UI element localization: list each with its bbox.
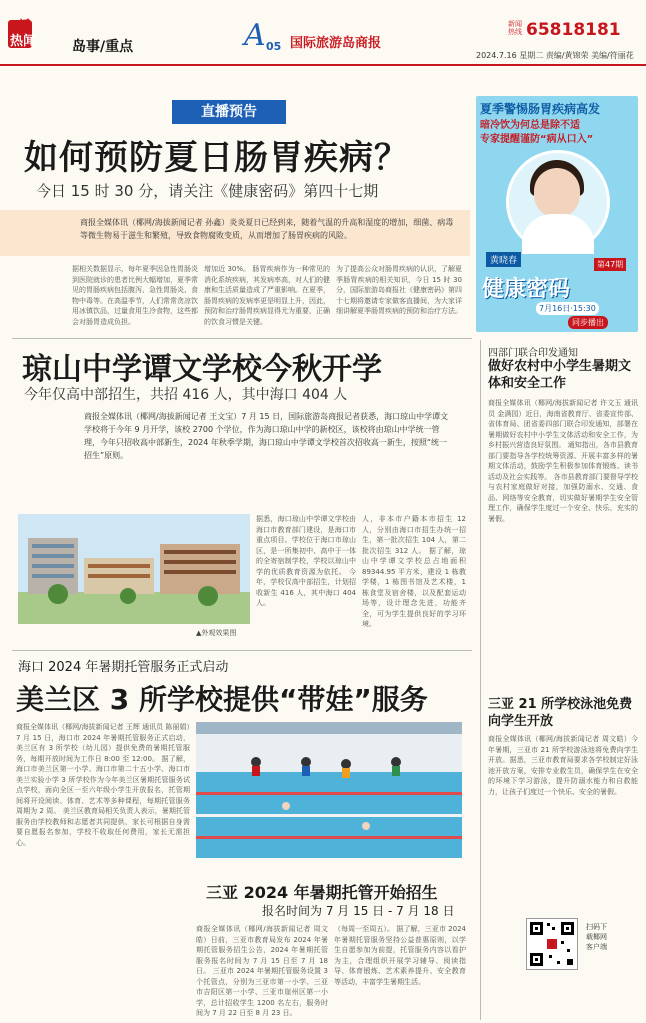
story2-headline: 琼山中学谭文学校今秋开学 (22, 352, 382, 387)
story4-subtitle: 报名时间为 7 月 15 日 - 7 月 18 日 (262, 904, 455, 918)
hotline-number: 65818181 (526, 20, 621, 40)
column-divider (480, 340, 481, 1020)
editor: 责编/黄锦荣 (545, 51, 589, 60)
story2-lead: 商报全媒体讯（椰网/海拔新闻记者 王文宝）7 月 15 日，国际旅游岛商报记者获悉，海口琼山中学谭文学校将于今年 9 月开学，该校 2700 个学位，作为海口琼山中学的新校区，该校将由琼山中学统一管理，今年只招收高中部新生，2024 年秋季学期，海口琼山中学谭文学校首次招收高一新生，按照“统一招生”原则。 (84, 412, 449, 460)
hotline-label: 新闻热线 (508, 20, 522, 36)
story3-column-1: 商报全媒体讯（椰网/海拔新闻记者 王辉 通讯员 陈丽娟）7 月 15 日，海口市 2024 年暑期托管服务正式启动，美兰区有 3 所学校（幼儿园）提供免费的暑期托管服务，每期开放时间为工作日 8:00 至 12:00。 据了解，海口市美兰区第一小学、海口市第二十五小学、海口市美兰实验小学 3 所学校作为今年美兰区暑期托管服务试点学校，面向全区一至六年级小学生开放报名，托管期间将开设阅读、体育、艺术等多种课程，每期托管服务周期为 2 周。 美兰区教育局相关负责人表示，暑期托管服务由学校教师和志愿者共同提供，家长可根据自身需要自愿报名参加，学校不收取任何费用，家长无需担心。 (16, 723, 190, 847)
issue-date: 2024.7.16 (476, 51, 517, 60)
section-divider (12, 338, 472, 339)
doctor-portrait-coat (522, 214, 594, 254)
story3-headline: 美兰区 3 所学校提供“带娃”服务 (16, 683, 428, 716)
doctor-name: 黄晓春 (486, 252, 521, 267)
right-news-headline: 做好农村中小学生暑期文体和安全工作 (488, 359, 632, 391)
logo-text-top: 新 (18, 18, 31, 32)
story1-subtitle: 今日 15 时 30 分，请关注《健康密码》第四十七期 (36, 182, 379, 200)
right-news-kicker: 四部门联合印发通知 (488, 348, 578, 359)
swimming-pool-photo (196, 722, 462, 858)
masthead (0, 0, 646, 66)
page-letter: A (244, 18, 266, 53)
story4-headline: 三亚 2024 年暑期托管开始招生 (206, 883, 438, 902)
school-rendering-photo (18, 514, 250, 624)
issue-meta (476, 50, 634, 61)
promo-subheadline-2: 专家提醒谨防“病从口入” (480, 134, 594, 145)
designer: 美编/符丽花 (591, 51, 634, 60)
right-news-2-headline: 三亚 21 所学校泳池免费向学生开放 (488, 697, 633, 729)
section-logo (8, 14, 52, 54)
story2-column-1: 据悉，海口琼山中学谭文学校由海口市教育部门建设，是海口市重点项目。学校位于海口市琼山区，是一所集初中、高中于一体的全寄宿制学校，学校以琼山中学的优质教育资源为依托。 今年，学校仅高中部招生，计划招收新生 416 人，其中海口 404 人。 (256, 515, 356, 607)
episode-badge: 第47期 (594, 258, 626, 271)
section-divider-2 (12, 650, 472, 651)
story1-headline: 如何预防夏日肠胃疾病？ (24, 138, 409, 178)
right-news-2-body: 商报全媒体讯（椰网/海拔新闻记者 周文皓）今年暑期，三亚市 21 所学校游泳池将免费向学生开放。据悉，三亚市教育局要求各学校制定好泳池开放方案，安排专业救生员，确保学生在安全的环境下学习游泳，提升防溺水能力和自救能力，让孩子们度过一个快乐、安全的暑假。 (488, 735, 638, 796)
story4-column-2: （每周一至周五）。 据了解，三亚市 2024 年暑期托管服务坚持公益普惠原则，以学生自愿参加为前提，托管服务内容以看护为主，合理组织开展学习辅导、阅读指导、体育锻炼、艺术素养提升、安全教育等活动，丰富学生暑期生活。 (334, 925, 466, 986)
story1-column-2: 增加近 30%。 肠胃疾病作为一种常见的消化系统疾病，其发病率高，对人们的健康和生活质量造成了严重影响。在夏季，肠胃疾病的发病率更是明显上升，因此，预防和治疗肠胃疾病显得尤为重要，正确的饮食习惯是关键。 (204, 265, 330, 326)
school-rendering-illustration (18, 514, 250, 624)
paper-name: 国际旅游岛商报 (290, 36, 382, 51)
doctor-portrait-face (534, 168, 580, 218)
story1-lead: 商报全媒体讯（椰网/海拔新闻记者 孙鑫）炎炎夏日已经到来，随着气温的升高和湿度的增加，细菌、病毒等微生物易于滋生和繁殖，导致食物腐败变质，从而增加了肠胃疾病的风险。 (80, 218, 454, 240)
photo-caption: ▲外观效果图 (196, 629, 237, 637)
story3-kicker: 海口 2024 年暑期托管服务正式启动 (18, 660, 229, 675)
story1-column-1: 据相关数据显示，每年夏季因急性胃肠炎到医院就诊的患者比例大幅增加，夏季常见的胃肠疾病包括腹泻、急性胃肠炎、食物中毒等。在高温季节，人们常常贪凉饮用冰镇饮品，过量食用生冷食物，这些都会对肠胃造成负担。 (72, 265, 198, 326)
live-preview-badge: 直播预告 (172, 100, 286, 124)
broadcast-time: 7月16日·15:30 (536, 302, 599, 315)
qr-caption: 扫码下载椰网客户端 (586, 923, 607, 951)
story1-column-3: 为了提高公众对肠胃疾病的认识，了解夏季肠胃疾病的相关知识，今日 15 时 30 分，国际旅游岛商报社《健康密码》第四十七期将邀请专家做客直播间，为大家详细讲解夏季肠胃疾病的预防和治疗方法。 (336, 265, 462, 315)
promo-subheadline: 暗冷饮为何总是除不适 (480, 120, 580, 131)
swimming-pool-illustration (196, 722, 462, 858)
promo-headline: 夏季警惕肠胃疾病高发 (480, 102, 601, 116)
story4-column-1: 商报全媒体讯（椰网/海拔新闻记者 周文皓）日前，三亚市教育局发布 2024 年暑期托管服务招生公告，2024 年暑期托管服务报名时间为 7 月 15 日至 7 月 18 日。 三亚市 2024 年暑期托管服务设置 3 个托管点，分别为三亚市第一小学、三亚市吉阳区第一小学、三亚市崖州区第一小学，总计招收学生 1200 名左右，服务时间为 7 月 22 日至 8 月 23 日。 (196, 925, 328, 1017)
logo-text-bottom: 热闻 (10, 34, 37, 49)
issue-weekday: 星期二 (519, 51, 544, 60)
page-number: 05 (266, 40, 282, 53)
story2-column-2: 人，非本市户籍本市招生 12 人，分别由海口市招生办统一招生，第一批次招生 104 人，第二批次招生 312 人。 据了解，琼山中学谭文学校总占地面积 89344.95 平方米，建设 1 栋教学楼，1 栋图书馆及艺术楼，1 栋食堂及宿舍楼，以及配套运动场等，设计理念先进，功能齐全，可为学生提供良好的学习环境。 (362, 515, 466, 628)
show-title: 健康密码 (482, 277, 571, 302)
simulcast-label: 同步播出 (568, 316, 608, 329)
qr-code-pattern (527, 919, 577, 969)
qr-code[interactable] (526, 918, 578, 970)
health-code-promo (476, 96, 638, 332)
section-name: 岛事/重点 (72, 39, 134, 55)
story2-subtitle: 今年仅高中部招生，共招 416 人，其中海口 404 人 (24, 387, 348, 403)
right-news-body: 商报全媒体讯（椰网/海拔新闻记者 许文玉 通讯员 金满园）近日，海南省教育厅、省委宣传部、省体育局、团省委四部门联合印发通知，部署在暑期做好农村中小学生文体活动和安全工作，为乡村振兴营造良好氛围。 通知指出，各市县教育部门要指导各学校统筹资源、开展丰富多样的暑期文体活动，鼓励学生积极参加体育锻炼、读书活动及社会实践等。 各市县教育部门要督导学校与农村家庭做好对接，加强防溺水、交通、食品、网络等安全教育，切实做好暑期学生安全管理工作，确保学生度过一个安全、快乐、充实的暑假。 (488, 399, 638, 523)
